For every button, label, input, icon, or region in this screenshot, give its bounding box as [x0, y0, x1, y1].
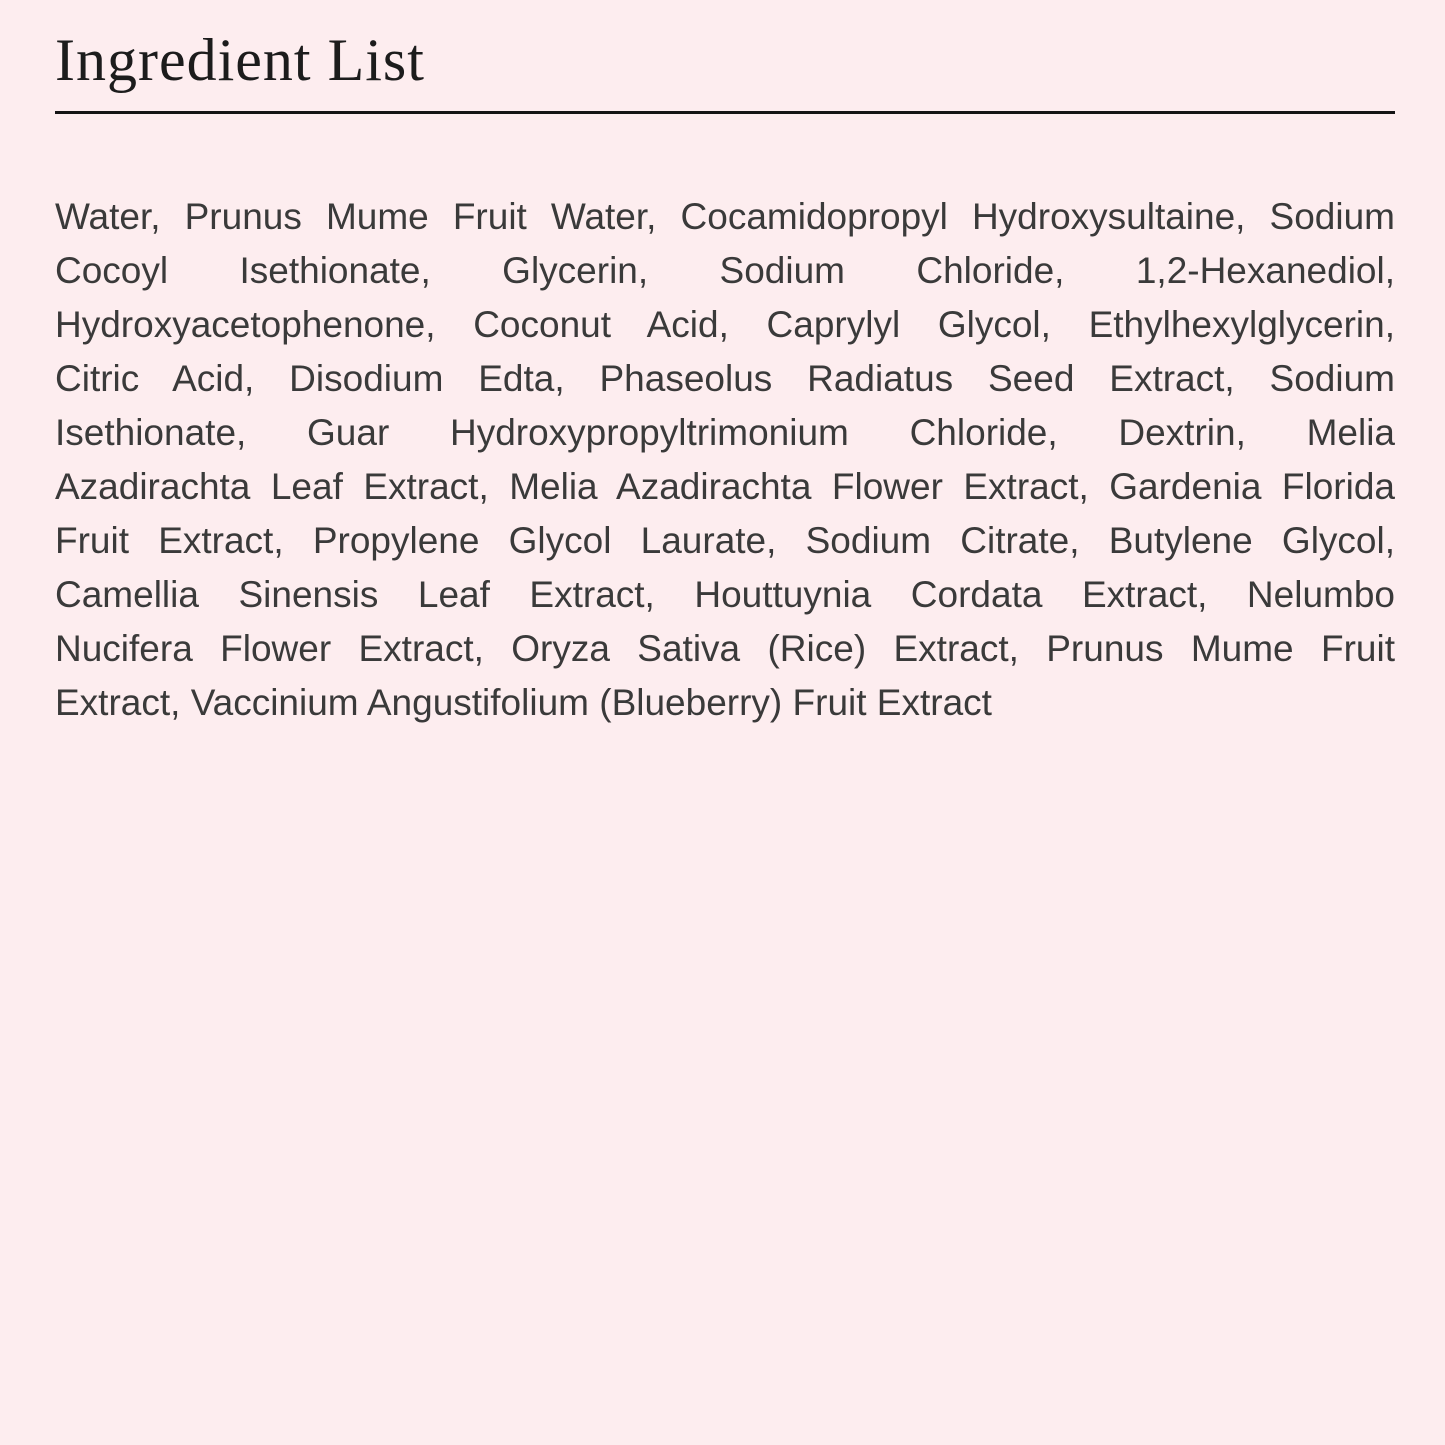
ingredient-line: Isethionate, Guar Hydroxypropyltrimonium Chloride, Dextrin, Melia — [55, 412, 1395, 453]
page-title: Ingredient List — [55, 27, 425, 93]
ingredient-line: Nucifera Flower Extract, Oryza Sativa (Rice) Extract, Prunus Mume Fruit — [55, 628, 1395, 669]
title-divider — [55, 111, 1395, 114]
ingredient-line: Citric Acid, Disodium Edta, Phaseolus Radiatus Seed Extract, Sodium — [55, 358, 1395, 399]
ingredient-line: Azadirachta Leaf Extract, Melia Azadirachta Flower Extract, Gardenia Florida — [55, 466, 1395, 507]
ingredient-line: Camellia Sinensis Leaf Extract, Houttuynia Cordata Extract, Nelumbo — [55, 574, 1395, 615]
ingredient-line: Hydroxyacetophenone, Coconut Acid, Caprylyl Glycol, Ethylhexylglycerin, — [55, 304, 1395, 345]
ingredient-line: Cocoyl Isethionate, Glycerin, Sodium Chloride, 1,2-Hexanediol, — [55, 250, 1395, 291]
ingredient-line: Water, Prunus Mume Fruit Water, Cocamidopropyl Hydroxysultaine, Sodium — [55, 196, 1395, 237]
ingredient-paragraph — [55, 190, 1395, 730]
ingredient-line: Fruit Extract, Propylene Glycol Laurate, Sodium Citrate, Butylene Glycol, — [55, 520, 1395, 561]
ingredient-line: Extract, Vaccinium Angustifolium (Blueberry) Fruit Extract — [55, 682, 992, 723]
